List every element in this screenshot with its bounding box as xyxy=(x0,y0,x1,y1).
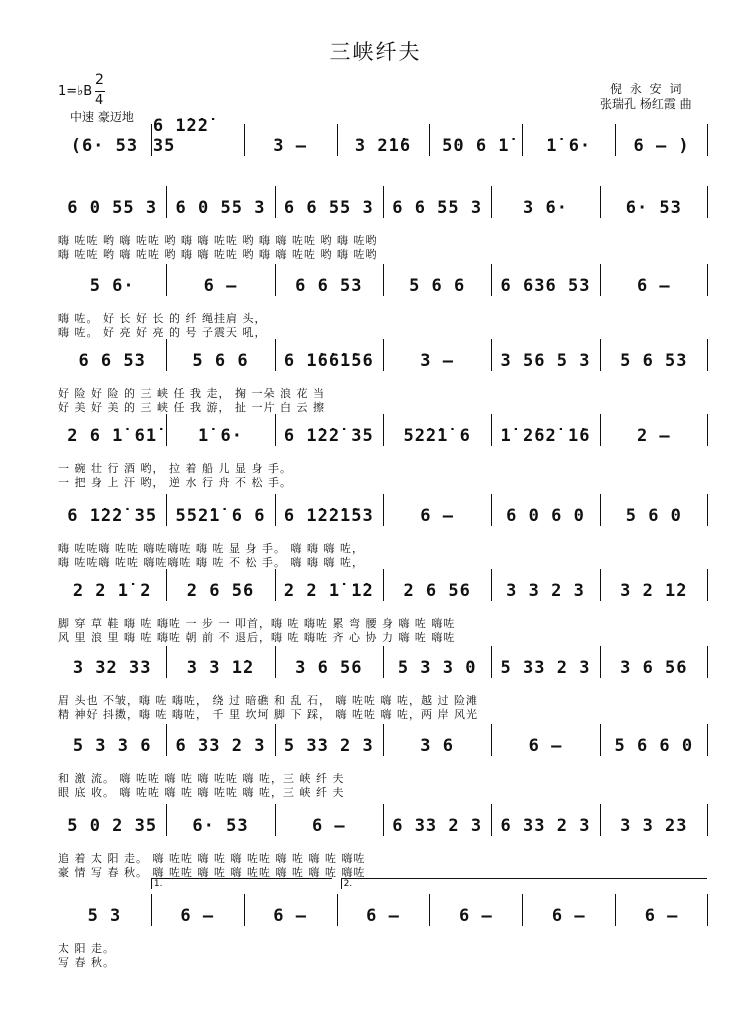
lyrics-verse-2: 一 把 身 上 汗 哟， 逆 水 行 舟 不 松 手。 xyxy=(58,476,292,489)
barline xyxy=(383,494,384,526)
barline xyxy=(383,264,384,296)
meter-divider xyxy=(95,91,105,92)
lyrics-verse-1: 眉 头也 不皱，嗨 咗 嗨咗， 绕 过 暗礁 和 乱 石， 嗨 咗咗 嗨 咗，越 过 险滩 xyxy=(58,694,478,707)
measure: 5 0 2 35 xyxy=(67,816,158,836)
barline xyxy=(707,804,708,836)
measure: 6 6 53 xyxy=(295,276,363,296)
barline xyxy=(615,124,616,156)
lyrics-verse-1: 和 激 流。 嗨 咗咗 嗨 咗 嗨 咗咗 嗨 咗，三 峡 纤 夫 xyxy=(58,772,345,785)
measure: 5 33 2 3 xyxy=(500,658,591,678)
measure: 6 6 55 3 xyxy=(283,198,374,218)
barline xyxy=(707,339,708,371)
barline xyxy=(275,414,276,446)
barline xyxy=(600,339,601,371)
barline xyxy=(707,569,708,601)
barline xyxy=(151,894,152,926)
barline xyxy=(707,894,708,926)
barline xyxy=(491,646,492,678)
barline xyxy=(275,186,276,218)
measure: 5 6· xyxy=(89,276,135,296)
barline xyxy=(244,124,245,156)
measure: 6 636 53 xyxy=(500,276,591,296)
measure: 2 6 1̇ 61̇ xyxy=(67,426,158,446)
measure: 6 1̇6̇6̇1̇56 xyxy=(283,351,374,371)
barline xyxy=(166,804,167,836)
barline xyxy=(166,264,167,296)
measure: 6 33 2 3 xyxy=(392,816,483,836)
lyrics-verse-2: 嗨 咗咗嗨 咗咗 嗨咗嗨咗 嗨 咗 不 松 手。 嗨 嗨 嗨 咗， xyxy=(58,556,364,569)
barline xyxy=(275,646,276,678)
measure: 6 – xyxy=(528,736,563,756)
measure: 1̇ 6· xyxy=(198,426,243,446)
notes-line xyxy=(58,575,708,601)
barline xyxy=(522,124,523,156)
measure: 3 2 1̇2 xyxy=(620,581,688,601)
measure: 3 56 5 3 xyxy=(500,351,591,371)
lyrics-verse-1: 好 险 好 险 的 三 峡 任 我 走， 掬 一朵 浪 花 当 xyxy=(58,387,325,400)
measure: 6 6 53 xyxy=(78,351,146,371)
barline xyxy=(275,724,276,756)
notes-line xyxy=(58,652,708,678)
measure: 6 – xyxy=(458,906,493,926)
measure: 6 – xyxy=(273,906,307,926)
barline xyxy=(151,124,152,156)
volta-first-ending: 1. xyxy=(151,878,332,889)
measure: 3 3 2 3 xyxy=(506,581,585,601)
measure: (6· 53 xyxy=(70,136,139,156)
measure: 6 6 55 3 xyxy=(392,198,483,218)
measure: 6 – ) xyxy=(633,136,690,156)
barline xyxy=(491,804,492,836)
barline xyxy=(337,894,338,926)
barline xyxy=(600,264,601,296)
measure: 5 6 6 0 xyxy=(614,736,694,756)
measure: 2 6 56 xyxy=(403,581,471,601)
lyrics-verse-2: 风 里 浪 里 嗨 咗 嗨咗 朝 前 不 退后，嗨 咗 嗨咗 齐 心 协 力 嗨 咗 嗨咗 xyxy=(58,631,456,644)
measure: 5 6 6 xyxy=(409,276,466,296)
measure: 1̇ 6· xyxy=(546,136,592,156)
measure: 552̇1̇ 6 6 xyxy=(175,506,266,526)
measure: 2 2 1̇ 1̇2 xyxy=(283,581,374,601)
measure: 5 6 53 xyxy=(620,351,688,371)
barline xyxy=(491,569,492,601)
measure: 6· 53 xyxy=(625,198,682,218)
barline xyxy=(707,414,708,446)
measure: 6 1̇2̇2̇1̇53 xyxy=(283,506,374,526)
measure: 6· 53 xyxy=(192,816,249,836)
barline xyxy=(600,569,601,601)
barline xyxy=(707,646,708,678)
measure: 6 1̇2̇2̇ 35 xyxy=(152,116,210,156)
barline xyxy=(600,186,601,218)
notes-line xyxy=(58,900,708,926)
lyrics-verse-1: 一 碗 壮 行 酒 哟， 拉 着 船 儿 显 身 手。 xyxy=(58,462,292,475)
barline xyxy=(166,646,167,678)
measure: 3 6 56 xyxy=(295,658,363,678)
lyrics-verse-1: 脚 穿 草 鞋 嗨 咗 嗨咗 一 步 一 叩首，嗨 咗 嗨咗 累 弯 腰 身 嗨 咗 嗨咗 xyxy=(58,617,456,630)
barline xyxy=(275,569,276,601)
composer-credit: 张瑞孔 杨红霞 曲 xyxy=(600,97,692,111)
barline xyxy=(600,724,601,756)
measure: 3 2̇1̇6 xyxy=(354,136,412,156)
barline xyxy=(383,724,384,756)
notes-line xyxy=(58,420,708,446)
measure: 6 – xyxy=(636,276,671,296)
measure: 2 – xyxy=(636,426,671,446)
lyrics-verse-2: 嗨 咗。 好 亮 好 亮 的 号 子震天 吼， xyxy=(58,326,267,339)
measure: 6 1̇2̇2̇ 35 xyxy=(67,506,158,526)
measure: 2 6 56 xyxy=(186,581,255,601)
barline xyxy=(244,894,245,926)
notes-line xyxy=(58,730,708,756)
barline xyxy=(522,894,523,926)
barline xyxy=(275,494,276,526)
measure: 6 0 55 3 xyxy=(67,198,158,218)
measure: 5 33 2 3 xyxy=(283,736,374,756)
measure: 50 6 1̇ xyxy=(442,136,510,156)
barline xyxy=(429,124,430,156)
measure: 52̇2̇1̇ 6 xyxy=(403,426,471,446)
barline xyxy=(166,186,167,218)
barline xyxy=(615,894,616,926)
key-signature: 1=♭B xyxy=(58,84,93,99)
barline xyxy=(275,804,276,836)
tempo-marking: 中速 豪迈地 xyxy=(70,110,134,124)
measure: 5 3 3 6 xyxy=(72,736,152,756)
barline xyxy=(600,646,601,678)
meter-numerator: 2 xyxy=(95,72,104,88)
measure: 2 2 1̇ 2 xyxy=(72,581,152,601)
lyrics-verse-1: 嗨 咗。 好 长 好 长 的 纤 绳挂肩 头， xyxy=(58,312,267,325)
measure: 6 – xyxy=(203,276,238,296)
measure: 5 6 0 xyxy=(625,506,682,526)
barline xyxy=(383,569,384,601)
meter-denominator: 4 xyxy=(95,93,104,108)
measure: 3 6· xyxy=(523,198,568,218)
lyrics-verse-2: 写 春 秋。 xyxy=(58,956,115,969)
measure: 6 33 2 3 xyxy=(500,816,591,836)
lyrics-verse-2: 好 美 好 美 的 三 峡 任 我 游， 扯 一片 白 云 擦 xyxy=(58,401,325,414)
barline xyxy=(600,414,601,446)
barline xyxy=(707,724,708,756)
measure: 1̇ 2̇62̇ 1̇6 xyxy=(500,426,591,446)
lyricist-credit: 倪 永 安 词 xyxy=(610,82,684,96)
song-title: 三峡纤夫 xyxy=(329,40,422,64)
measure: 6 1̇2̇2̇ 35 xyxy=(283,426,374,446)
notes-line xyxy=(58,192,708,218)
lyrics-verse-2: 豪 情 写 春 秋。 嗨 咗咗 嗨 咗 嗨 咗咗 嗨 咗 嗨 咗 嗨咗 xyxy=(58,866,366,879)
barline xyxy=(383,646,384,678)
measure: 6 – xyxy=(366,906,400,926)
lyrics-verse-1: 嗨 咗咗 哟 嗨 咗咗 哟 嗨 嗨 咗咗 哟 嗨 嗨 咗咗 哟 嗨 咗哟 xyxy=(58,234,378,247)
barline xyxy=(491,414,492,446)
barline xyxy=(166,414,167,446)
measure: 6 – xyxy=(311,816,346,836)
measure: 3 6 xyxy=(420,736,455,756)
barline xyxy=(166,339,167,371)
measure: 5 3 3 0 xyxy=(397,658,477,678)
barline xyxy=(491,494,492,526)
barline xyxy=(707,124,708,156)
lyrics-verse-2: 嗨 咗咗 哟 嗨 咗咗 哟 嗨 嗨 咗咗 哟 嗨 嗨 咗咗 哟 嗨 咗哟 xyxy=(58,248,378,261)
barline xyxy=(275,264,276,296)
barline xyxy=(383,339,384,371)
volta-second-ending: 2. xyxy=(341,878,707,889)
measure: 6 0 6 0 xyxy=(506,506,585,526)
notes-line xyxy=(58,270,708,296)
measure: 5 3 xyxy=(87,906,122,926)
barline xyxy=(491,339,492,371)
barline xyxy=(429,894,430,926)
measure: 6 0 55 3 xyxy=(175,198,266,218)
barline xyxy=(383,414,384,446)
barline xyxy=(600,804,601,836)
barline xyxy=(166,724,167,756)
measure: 6 – xyxy=(644,906,679,926)
notes-line xyxy=(58,810,708,836)
notes-line xyxy=(58,500,708,526)
barline xyxy=(707,264,708,296)
barline xyxy=(707,186,708,218)
measure: 3 6 56 xyxy=(620,658,688,678)
measure: 6 – xyxy=(420,506,455,526)
measure: 5 6 6 xyxy=(192,351,249,371)
measure: 3 32 33 xyxy=(72,658,152,678)
barline xyxy=(491,264,492,296)
measure: 3 3 23 xyxy=(620,816,688,836)
barline xyxy=(275,339,276,371)
barline xyxy=(491,724,492,756)
barline xyxy=(383,804,384,836)
measure: 3 – xyxy=(420,351,455,371)
lyrics-verse-2: 精 神好 抖擞，嗨 咗 嗨咗， 千 里 坎坷 脚 下 踩， 嗨 咗咗 嗨 咗，两 岸 风光 xyxy=(58,708,478,721)
barline xyxy=(166,569,167,601)
measure: 3 3 1̇2 xyxy=(186,658,255,678)
measure: 3 – xyxy=(273,136,307,156)
lyrics-verse-1: 太 阳 走。 xyxy=(58,942,115,955)
notes-line xyxy=(58,345,708,371)
lyrics-verse-2: 眼 底 收。 嗨 咗咗 嗨 咗 嗨 咗咗 嗨 咗，三 峡 纤 夫 xyxy=(58,786,345,799)
measure: 6 – xyxy=(180,906,215,926)
measure: 6 – xyxy=(551,906,586,926)
barline xyxy=(491,186,492,218)
lyrics-verse-1: 追 着 太 阳 走。 嗨 咗咗 嗨 咗 嗨 咗咗 嗨 咗 嗨 咗 嗨咗 xyxy=(58,852,366,865)
barline xyxy=(166,494,167,526)
barline xyxy=(337,124,338,156)
barline xyxy=(707,494,708,526)
lyrics-verse-1: 嗨 咗咗嗨 咗咗 嗨咗嗨咗 嗨 咗 显 身 手。 嗨 嗨 嗨 咗， xyxy=(58,542,364,555)
barline xyxy=(600,494,601,526)
measure: 6 33 2 3 xyxy=(175,736,266,756)
barline xyxy=(383,186,384,218)
